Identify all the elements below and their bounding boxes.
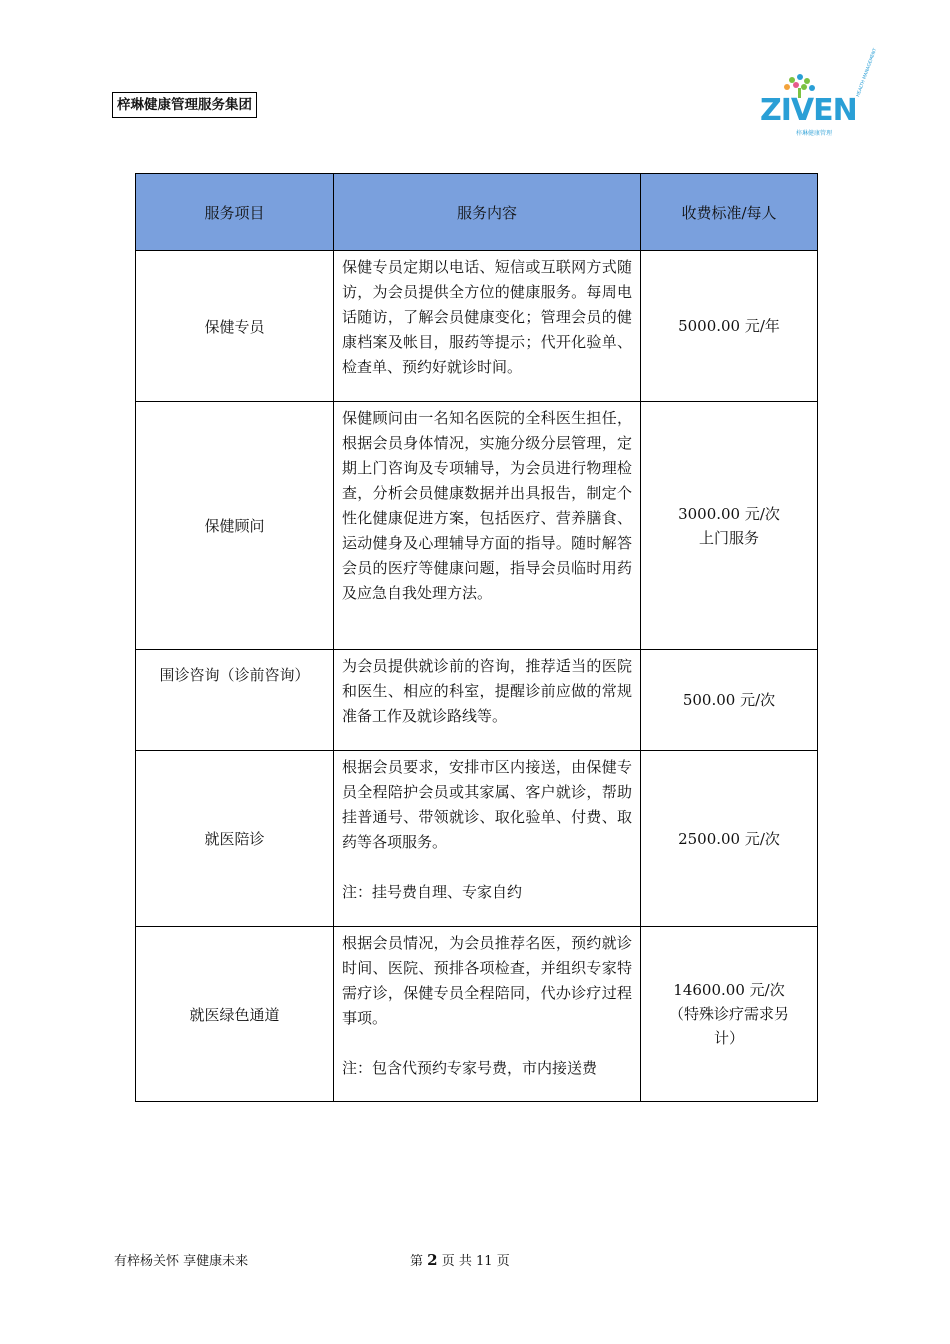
service-name: 就医陪诊 <box>136 751 334 927</box>
header-fee: 收费标准/每人 <box>641 174 818 251</box>
service-content <box>334 402 641 650</box>
table-row <box>136 927 818 1102</box>
service-name: 就医绿色通道 <box>136 927 334 1102</box>
logo-wordmark: ZIVEN <box>760 93 857 128</box>
page-current: 2 <box>427 1251 438 1269</box>
service-fee <box>641 751 818 927</box>
table-row <box>136 251 818 402</box>
service-fee-text: 14600.00 元/次 <box>673 981 785 999</box>
service-fee <box>641 650 818 751</box>
service-content <box>334 751 641 927</box>
service-content-text: 为会员提供就诊前的咨询，推荐适当的医院和医生、相应的科室，提醒诊前应做的常规准备工作及就诊路线等。 <box>342 657 632 725</box>
logo-subtitle: 梓琳健康管理 <box>796 130 833 137</box>
page-prefix: 第 <box>410 1254 424 1269</box>
service-name: 围诊咨询（诊前咨询） <box>136 650 334 751</box>
service-table <box>135 173 818 1102</box>
service-content-text: 根据会员情况，为会员推荐名医，预约就诊时间、医院、预排各项检查，并组织专家特需疗诊，保健专员全程陪同，代办诊疗过程事项。 <box>342 934 632 1027</box>
service-fee-text: 5000.00 元/年 <box>678 317 780 335</box>
service-fee-text: 3000.00 元/次 <box>678 504 780 523</box>
service-note: 注：挂号费自理、专家自约 <box>342 883 523 901</box>
service-content-text: 保健专员定期以电话、短信或互联网方式随访，为会员提供全方位的健康服务。每周电话随访，了解会员健康变化；管理会员的健康档案及帐目，服药等提示；代开化验单、检查单、预约好就诊时间。 <box>342 258 632 376</box>
header-service-item: 服务项目 <box>136 174 334 251</box>
table-row <box>136 751 818 927</box>
service-fee-text: 500.00 元/次 <box>682 691 776 709</box>
page-number <box>410 1250 510 1269</box>
page-total: 11 <box>476 1254 493 1269</box>
service-fee-note: （特殊诊疗需求另计） <box>668 1005 789 1047</box>
service-content-text: 根据会员要求，安排市区内接送，由保健专员全程陪护会员或其家属、客户就诊，帮助挂普通号、带领就诊、取化验单、付费、取药等各项服务。 <box>342 758 632 851</box>
company-logo <box>752 47 879 137</box>
service-fee-note: 上门服务 <box>698 528 759 547</box>
table-row <box>136 402 818 650</box>
service-content <box>334 251 641 402</box>
service-fee <box>641 402 818 650</box>
service-name: 保健顾问 <box>136 402 334 650</box>
page-suffix: 页 <box>496 1254 510 1269</box>
page-mid: 页 共 <box>441 1254 472 1269</box>
service-content <box>334 650 641 751</box>
header-service-content: 服务内容 <box>334 174 641 251</box>
service-content <box>334 927 641 1102</box>
service-fee <box>641 927 818 1102</box>
company-name: 梓琳健康管理服务集团 <box>112 92 257 118</box>
service-fee <box>641 251 818 402</box>
table-row <box>136 650 818 751</box>
service-content-text: 保健顾问由一名知名医院的全科医生担任，根据会员身体情况，实施分级分层管理，定期上门咨询及专项辅导，为会员进行物理检查，分析会员健康数据并出具报告，制定个性化健康促进方案，包括医疗、营养膳食、运动健身及心理辅导方面的指导。随时解答会员的医疗等健康问题，指导会员临时用药及应急自我处理方法。 <box>342 409 632 602</box>
service-name: 保健专员 <box>136 251 334 402</box>
service-note: 注：包含代预约专家号费，市内接送费 <box>342 1059 598 1077</box>
table-header-row <box>136 174 818 251</box>
footer-slogan: 有梓杨关怀 享健康未来 <box>114 1254 249 1269</box>
service-fee-text: 2500.00 元/次 <box>678 829 780 848</box>
logo-tagline: HEALTH MANAGEMENT <box>856 47 879 98</box>
